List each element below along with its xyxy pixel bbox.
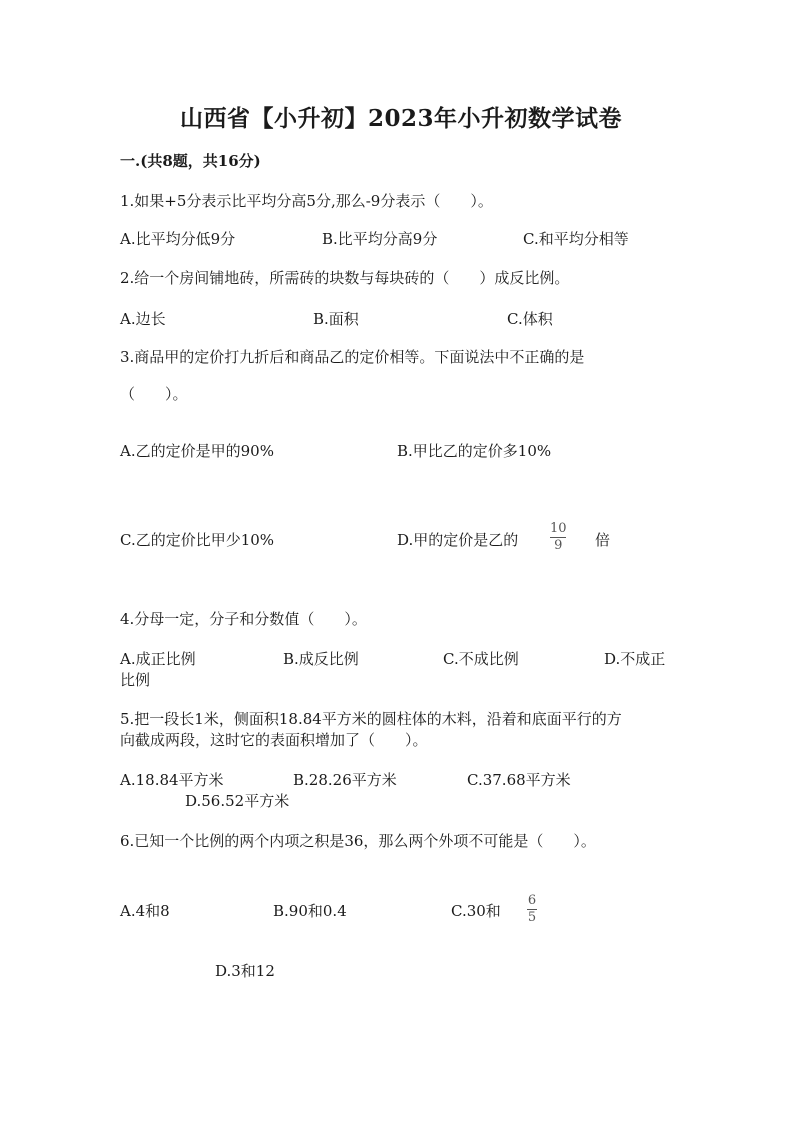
question-4-option-d-wrap: 比例: [120, 671, 151, 689]
fraction-denominator: 9: [554, 538, 563, 553]
section-heading: 一.(共8题，共16分): [120, 152, 261, 170]
question-6-option-b: B.90和0.4: [273, 902, 347, 920]
question-3-option-c: C.乙的定价比甲少10%: [120, 531, 275, 549]
question-3-option-b: B.甲比乙的定价多10%: [397, 442, 552, 460]
question-4-option-a: A.成正比例: [120, 650, 196, 668]
question-2-option-a: A.边长: [120, 310, 166, 328]
question-2-stem: 2.给一个房间铺地砖，所需砖的块数与每块砖的（ ）成反比例。: [120, 269, 570, 287]
question-1-option-c: C.和平均分相等: [523, 230, 629, 248]
question-5-stem-line1: 5.把一段长1米，侧面积18.84平方米的圆柱体的木料，沿着和底面平行的方: [120, 710, 622, 728]
question-4-option-b: B.成反比例: [283, 650, 359, 668]
question-3-fraction: [550, 522, 567, 553]
question-3-option-d: D.甲的定价是乙的: [397, 531, 519, 549]
question-3-option-a: A.乙的定价是甲的90%: [120, 442, 274, 460]
fraction-numerator: 10: [550, 521, 567, 536]
question-5-option-c: C.37.68平方米: [467, 771, 571, 789]
fraction-denominator: 5: [527, 910, 537, 925]
question-5-option-d: D.56.52平方米: [185, 792, 290, 810]
question-6-option-d: D.3和12: [215, 962, 275, 980]
question-2-option-c: C.体积: [507, 310, 553, 328]
question-6-option-c: C.30和: [451, 902, 501, 920]
question-3-stem-line2: （ ）。: [120, 385, 188, 403]
question-1-stem: 1.如果+5分表示比平均分高5分,那么-9分表示（ ）。: [120, 192, 493, 210]
question-5-option-a: A.18.84平方米: [120, 771, 224, 789]
question-6-fraction: [527, 894, 537, 925]
question-5-option-b: B.28.26平方米: [293, 771, 397, 789]
question-4-option-d: D.不成正: [604, 650, 666, 668]
question-2-option-b: B.面积: [313, 310, 359, 328]
question-6-option-a: A.4和8: [120, 902, 170, 920]
page-title: 山西省【小升初】2023年小升初数学试卷: [180, 105, 623, 132]
question-1-option-b: B.比平均分高9分: [322, 230, 438, 248]
question-4-stem: 4.分母一定，分子和分数值（ ）。: [120, 610, 367, 628]
question-1-option-a: A.比平均分低9分: [120, 230, 236, 248]
fraction-numerator: 6: [527, 893, 537, 908]
question-3-stem-line1: 3.商品甲的定价打九折后和商品乙的定价相等。下面说法中不正确的是: [120, 348, 585, 366]
question-4-option-c: C.不成比例: [443, 650, 519, 668]
question-6-stem: 6.已知一个比例的两个内项之积是36，那么两个外项不可能是（ ）。: [120, 832, 596, 850]
question-5-stem-line2: 向截成两段，这时它的表面积增加了（ ）。: [120, 731, 428, 749]
question-3-option-d-suffix: 倍: [595, 531, 611, 549]
